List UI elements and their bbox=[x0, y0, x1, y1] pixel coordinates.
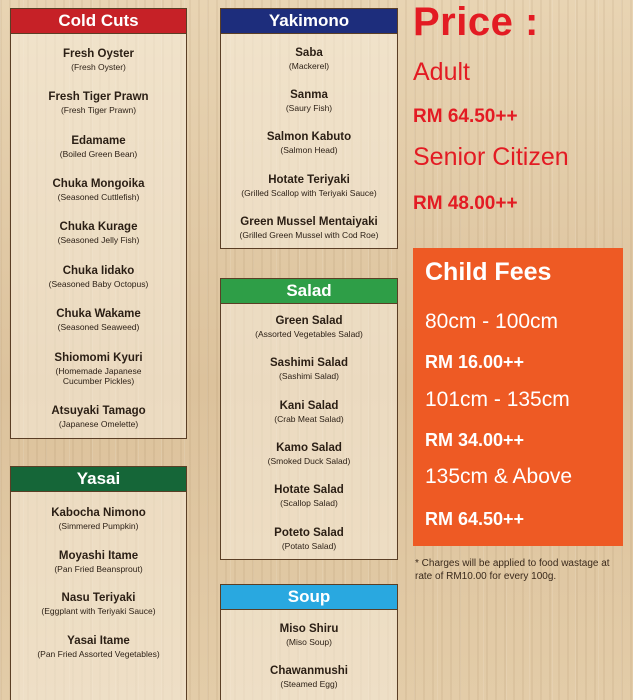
item-desc: (Assorted Vegetables Salad) bbox=[255, 329, 363, 340]
cold-cuts-header: Cold Cuts bbox=[11, 9, 186, 34]
item-name: Saba bbox=[295, 47, 323, 60]
adult-price: RM 64.50++ bbox=[413, 106, 518, 127]
item-name: Shiomomi Kyuri bbox=[54, 351, 143, 364]
menu-item bbox=[11, 48, 186, 72]
item-desc: (Grilled Scallop with Teriyaki Sauce) bbox=[241, 187, 377, 198]
yasai-items bbox=[11, 492, 186, 668]
menu-item bbox=[11, 550, 186, 574]
child-range-3: 135cm & Above bbox=[425, 465, 573, 488]
item-desc: (Seasoned Jelly Fish) bbox=[57, 235, 140, 246]
item-desc: (Grilled Green Mussel with Cod Roe) bbox=[239, 229, 379, 240]
item-desc: (Simmered Pumpkin) bbox=[58, 521, 139, 532]
item-name: Edamame bbox=[71, 134, 126, 147]
yasai-header: Yasai bbox=[11, 467, 186, 492]
yasai-panel bbox=[10, 466, 187, 700]
item-name: Salmon Kabuto bbox=[266, 131, 352, 144]
item-desc: (Saury Fish) bbox=[285, 103, 333, 114]
menu-item bbox=[11, 221, 186, 245]
menu-item bbox=[221, 484, 397, 508]
item-name: Sashimi Salad bbox=[270, 357, 348, 370]
item-name: Chuka Wakame bbox=[56, 308, 141, 321]
child-range-1: 80cm - 100cm bbox=[425, 310, 559, 333]
soup-items bbox=[221, 610, 397, 698]
child-fee-2: RM 34.00++ bbox=[425, 430, 525, 450]
child-fees-box bbox=[413, 248, 623, 546]
menu-item bbox=[221, 89, 397, 113]
child-fees-title: Child Fees bbox=[425, 258, 552, 286]
item-desc: (Salmon Head) bbox=[280, 145, 338, 156]
yakimono-items bbox=[221, 34, 397, 249]
item-desc: (Pan Fried Beansprout) bbox=[54, 563, 143, 574]
menu-item bbox=[11, 635, 186, 659]
menu-item bbox=[221, 400, 397, 424]
item-name: Hotate Salad bbox=[274, 484, 344, 497]
item-name: Fresh Oyster bbox=[63, 47, 134, 60]
menu-item bbox=[11, 592, 186, 616]
menu-item bbox=[11, 405, 186, 429]
menu-item bbox=[221, 665, 397, 689]
adult-label: Adult bbox=[413, 58, 470, 86]
item-name: Chuka Kurage bbox=[59, 221, 138, 234]
salad-panel bbox=[220, 278, 398, 560]
price-title: Price : bbox=[413, 0, 539, 44]
menu-item bbox=[221, 623, 397, 647]
item-desc: (Smoked Duck Salad) bbox=[267, 456, 351, 467]
menu-item bbox=[11, 265, 186, 289]
item-name: Atsuyaki Tamago bbox=[51, 405, 146, 418]
senior-label: Senior Citizen bbox=[413, 143, 569, 171]
menu-item bbox=[11, 507, 186, 531]
item-desc: (Seasoned Seaweed) bbox=[57, 322, 140, 333]
menu-item bbox=[221, 357, 397, 381]
child-range-2: 101cm - 135cm bbox=[425, 388, 570, 411]
item-desc: (Seasoned Baby Octopus) bbox=[48, 278, 149, 289]
item-desc: (Japanese Omelette) bbox=[58, 419, 139, 430]
item-desc: (Boiled Green Bean) bbox=[59, 148, 138, 159]
soup-header: Soup bbox=[221, 585, 397, 610]
yakimono-header: Yakimono bbox=[221, 9, 397, 34]
menu-item bbox=[221, 315, 397, 339]
item-desc: (Fresh Tiger Prawn) bbox=[60, 105, 137, 116]
item-name: Nasu Teriyaki bbox=[61, 592, 136, 605]
item-desc: (Pan Fried Assorted Vegetables) bbox=[37, 648, 160, 659]
item-desc: (Sashimi Salad) bbox=[279, 371, 339, 382]
menu-item bbox=[11, 135, 186, 159]
item-name: Green Salad bbox=[275, 315, 343, 328]
item-name: Chuka Mongoika bbox=[52, 178, 145, 191]
item-desc: (Fresh Oyster) bbox=[71, 61, 126, 72]
soup-panel bbox=[220, 584, 398, 700]
wastage-note: * Charges will be applied to food wastage at rate of RM10.00 for every 100g. bbox=[415, 558, 610, 582]
item-name: Kamo Salad bbox=[276, 442, 342, 455]
menu-item bbox=[11, 352, 186, 386]
item-name: Fresh Tiger Prawn bbox=[48, 91, 149, 104]
menu-item bbox=[11, 178, 186, 202]
item-name: Sanma bbox=[290, 89, 328, 102]
menu-item bbox=[11, 91, 186, 115]
salad-header: Salad bbox=[221, 279, 397, 304]
cold-cuts-items bbox=[11, 34, 186, 439]
item-name: Hotate Teriyaki bbox=[268, 173, 350, 186]
item-desc: (Seasoned Cuttlefish) bbox=[57, 192, 140, 203]
item-name: Poteto Salad bbox=[274, 526, 344, 539]
item-name: Chawanmushi bbox=[270, 665, 348, 677]
senior-price: RM 48.00++ bbox=[413, 193, 518, 214]
item-name: Chuka Iidako bbox=[62, 264, 135, 277]
menu-item bbox=[11, 308, 186, 332]
item-name: Green Mussel Mentaiyaki bbox=[240, 215, 378, 228]
menu-item bbox=[221, 527, 397, 551]
item-name: Moyashi Itame bbox=[58, 549, 139, 562]
child-fee-1: RM 16.00++ bbox=[425, 352, 525, 372]
item-desc: (Homemade Japanese Cucumber Pickles) bbox=[55, 365, 142, 386]
menu-item bbox=[221, 216, 397, 240]
item-desc: (Eggplant with Teriyaki Sauce) bbox=[41, 606, 156, 617]
item-desc: (Potato Salad) bbox=[281, 540, 337, 551]
menu-item bbox=[221, 174, 397, 198]
item-desc: (Steamed Egg) bbox=[280, 679, 338, 689]
yakimono-panel bbox=[220, 8, 398, 249]
item-desc: (Crab Meat Salad) bbox=[274, 413, 344, 424]
item-name: Miso Shiru bbox=[279, 623, 339, 635]
cold-cuts-panel bbox=[10, 8, 187, 439]
item-name: Kani Salad bbox=[279, 399, 339, 412]
item-name: Kabocha Nimono bbox=[51, 507, 146, 520]
item-name: Yasai Itame bbox=[67, 634, 130, 647]
menu-item bbox=[221, 131, 397, 155]
salad-items bbox=[221, 304, 397, 560]
item-desc: (Scallop Salad) bbox=[280, 498, 338, 509]
item-desc: (Mackerel) bbox=[288, 61, 330, 72]
item-desc: (Miso Soup) bbox=[286, 637, 332, 647]
child-fee-3: RM 64.50++ bbox=[425, 509, 525, 529]
menu-item bbox=[221, 47, 397, 71]
menu-item bbox=[221, 442, 397, 466]
